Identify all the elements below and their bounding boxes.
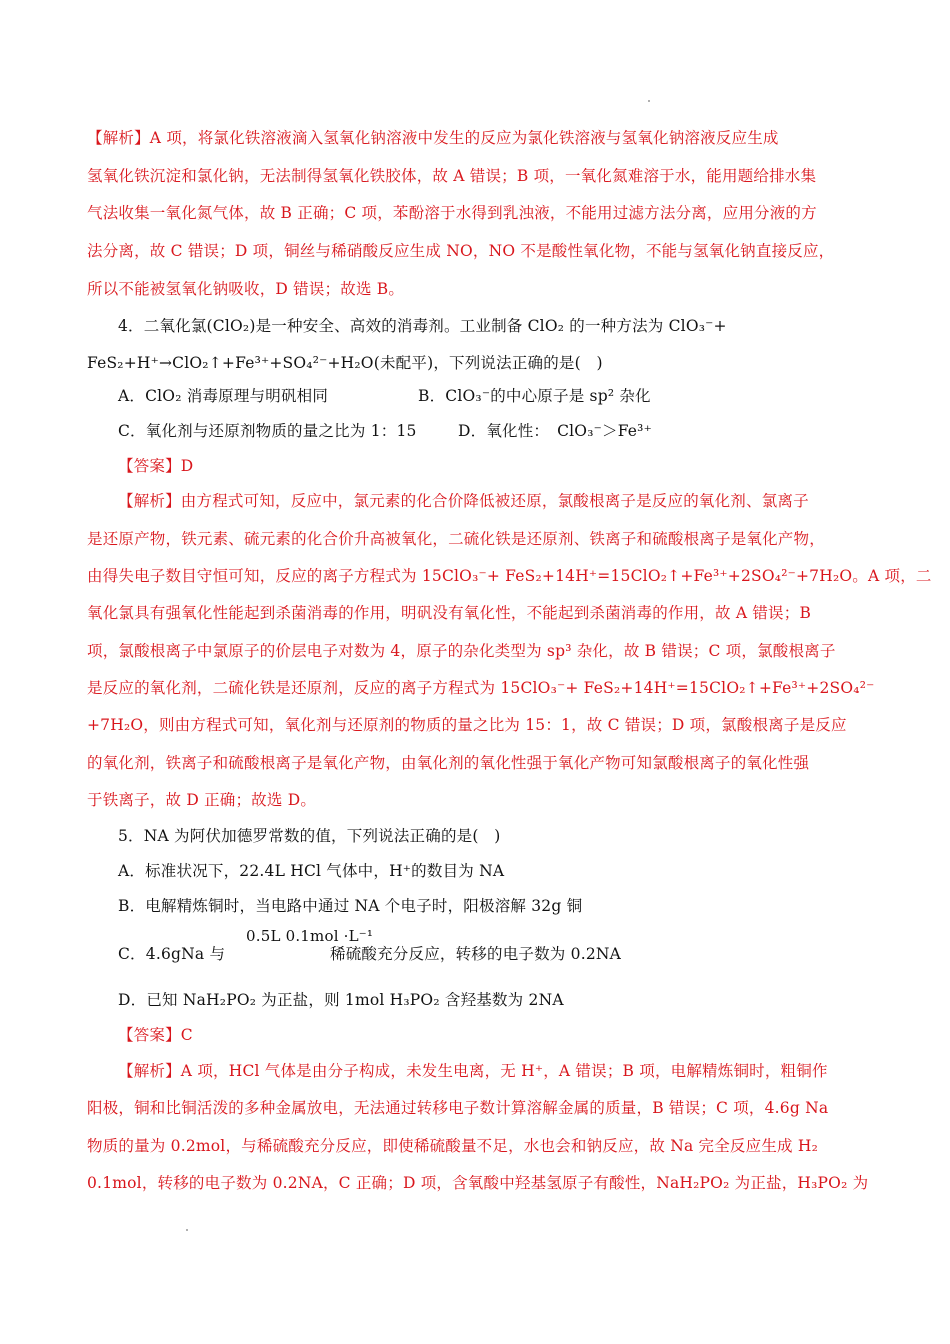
q4-options-row-1 xyxy=(118,386,898,406)
q4-option-b[interactable]: B．ClO₃⁻的中心原子是 sp² 杂化 xyxy=(418,387,651,405)
q4-analysis-line-1: 【解析】由方程式可知，反应中，氯元素的化合价降低被还原，氯酸根离子是反应的氧化剂、氯离子 xyxy=(118,492,809,510)
q5-option-d[interactable]: D．已知 NaH₂PO₂ 为正盐，则 1mol H₃PO₂ 含羟基数为 2NA xyxy=(118,991,564,1009)
analysis3-line-2: 氢氧化铁沉淀和氯化钠，无法制得氢氧化铁胶体，故 A 错误；B 项，一氧化氮难溶于水，能用题给排水集 xyxy=(87,167,817,185)
q4-options-row-2 xyxy=(118,421,898,441)
q4-analysis-line-7: +7H₂O，则由方程式可知，氧化剂与还原剂的物质的量之比为 15：1，故 C 错误；D 项，氯酸根离子是反应 xyxy=(87,716,847,734)
q5-analysis-line-1: 【解析】A 项，HCl 气体是由分子构成，未发生电离，无 H⁺，A 错误；B 项，电解精炼铜时，粗铜作 xyxy=(118,1062,828,1080)
q4-analysis-line-9: 于铁离子，故 D 正确；故选 D。 xyxy=(87,791,317,809)
q5-analysis-line-3: 物质的量为 0.2mol，与稀硫酸充分反应，即使稀硫酸量不足，水也会和钠反应，故 Na 完全反应生成 H₂ xyxy=(87,1137,818,1155)
analysis3-line-5: 所以不能被氢氧化钠吸收，D 错误；故选 B。 xyxy=(87,280,405,298)
q5-option-c[interactable] xyxy=(118,927,898,968)
q5-option-c-suffix: 稀硫酸充分反应，转移的电子数为 0.2NA xyxy=(330,945,622,963)
analysis3-line-4: 法分离，故 C 错误；D 项，铜丝与稀硝酸反应生成 NO，NO 不是酸性氧化物，不能与氢氧化钠直接反应， xyxy=(87,242,835,260)
scan-dot-bottom xyxy=(186,1229,188,1231)
q4-option-c[interactable]: C．氧化剂与还原剂物质的量之比为 1：15 xyxy=(118,422,417,440)
q5-stem: 5．NA 为阿伏加德罗常数的值，下列说法正确的是( ) xyxy=(118,827,501,845)
q4-analysis-line-3: 由得失电子数目守恒可知，反应的离子方程式为 15ClO₃⁻+ FeS₂+14H⁺=15ClO₂↑+Fe³⁺+2SO₄²⁻+7H₂O。A 项，二 xyxy=(87,567,932,585)
q4-analysis-line-2: 是还原产物，铁元素、硫元素的化合价升高被氧化，二硫化铁是还原剂、铁离子和硫酸根离子是氧化产物， xyxy=(87,530,825,548)
q4-analysis-line-6: 是反应的氧化剂，二硫化铁是还原剂，反应的离子方程式为 15ClO₃⁻+ FeS₂+14H⁺=15ClO₂↑+Fe³⁺+2SO₄²⁻ xyxy=(87,679,875,697)
q4-stem-line-1: 4．二氧化氯(ClO₂)是一种安全、高效的消毒剂。工业制备 ClO₂ 的一种方法为 ClO₃⁻+ xyxy=(118,317,727,335)
q4-option-a[interactable]: A．ClO₂ 消毒原理与明矾相同 xyxy=(118,387,329,405)
q5-answer: 【答案】C xyxy=(118,1026,193,1044)
q5-option-c-prefix: C．4.6gNa 与 xyxy=(118,945,226,963)
q5-analysis-line-4: 0.1mol，转移的电子数为 0.2NA，C 正确；D 项，含氧酸中羟基氢原子有酸性，NaH₂PO₂ 为正盐，H₃PO₂ 为 xyxy=(87,1174,869,1192)
q4-answer: 【答案】D xyxy=(118,457,194,475)
q5-analysis-line-2: 阳极，铜和比铜活泼的多种金属放电，无法通过转移电子数计算溶解金属的质量，B 错误；C 项，4.6g Na xyxy=(87,1099,829,1117)
analysis3-line-3: 气法收集一氧化氮气体，故 B 正确；C 项，苯酚溶于水得到乳浊液，不能用过滤方法分离，应用分液的方 xyxy=(87,204,817,222)
q5-option-c-concentration: 0.5L 0.1mol ·L⁻¹ xyxy=(246,927,374,945)
q5-option-b[interactable]: B．电解精炼铜时，当电路中通过 NA 个电子时，阳极溶解 32g 铜 xyxy=(118,897,583,915)
q4-option-d[interactable]: D．氧化性： ClO₃⁻＞Fe³⁺ xyxy=(458,422,652,440)
q4-analysis-line-5: 项，氯酸根离子中氯原子的价层电子对数为 4，原子的杂化类型为 sp³ 杂化，故 B 错误；C 项，氯酸根离子 xyxy=(87,642,836,660)
analysis3-line-1: 【解析】A 项，将氯化铁溶液滴入氢氧化钠溶液中发生的反应为氯化铁溶液与氢氧化钠溶液反应生成 xyxy=(87,129,779,147)
q4-analysis-line-4: 氧化氯具有强氧化性能起到杀菌消毒的作用，明矾没有氧化性，不能起到杀菌消毒的作用，故 A 错误；B xyxy=(87,604,812,622)
scan-dot-top xyxy=(648,100,650,102)
q5-option-a[interactable]: A．标准状况下，22.4L HCl 气体中，H⁺的数目为 NA xyxy=(118,862,505,880)
q4-analysis-line-8: 的氧化剂，铁离子和硫酸根离子是氧化产物，由氧化剂的氧化性强于氧化产物可知氯酸根离子的氧化性强 xyxy=(87,754,810,772)
q4-stem-line-2: FeS₂+H⁺→ClO₂↑+Fe³⁺+SO₄²⁻+H₂O(未配平)，下列说法正确的是( ) xyxy=(87,354,603,372)
